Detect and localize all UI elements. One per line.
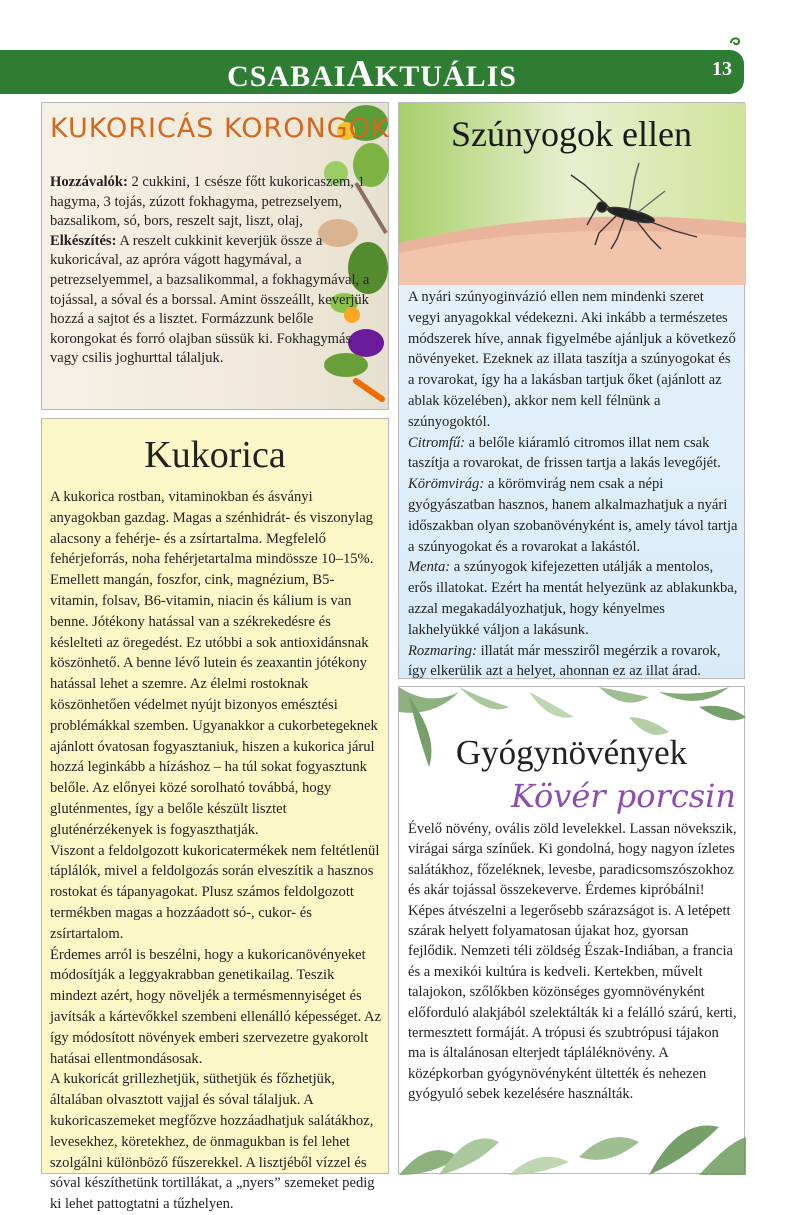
mosquito-body xyxy=(408,287,738,703)
ingredients-label: Hozzávalók: xyxy=(50,174,128,190)
method-text: A reszelt cukkinit keverjük össze a kukoricával, az apróra vágott hagymával, a petrezselyemmel, a bazsalikommal, a fokhagymával, a tojással, a sóval és a borssal. Amint összeállt, keverjük hozzá a sajtot és a lisztet. Formázzunk belőle korongokat és forró olajban süssük ki. Fokhagymás vagy csilis joghurttal tálaljuk. xyxy=(50,232,370,367)
plant-item: Citromfű: a belőle kiáramló citromos illat nem csak taszítja a rovarokat, de frissen tartja a lakás levegőjét. xyxy=(408,434,721,472)
herb-subtitle: Kövér porcsin xyxy=(510,777,736,815)
publication-title: CSABAIAKTUÁLIS xyxy=(227,53,517,95)
mosquito-article xyxy=(398,102,745,679)
recipe-body xyxy=(50,173,380,369)
page-header xyxy=(0,50,744,94)
plant-item: Rozmaring: illatát már messziről megérzik a rovarok, így elkerülik azt a helyet, ahonnan ez az illat árad. xyxy=(408,642,721,680)
corn-body xyxy=(50,487,382,1215)
ingredients-text: 2 cukkini, 1 csésze főtt kukoricaszem, 1 hagyma, 3 tojás, zúzott fokhagyma, petrezselyem, bazsalikom, só, bors, reszelt sajt, liszt, olaj, xyxy=(50,174,365,230)
corn-article xyxy=(41,418,389,1213)
mosquito-intro: A nyári szúnyoginvázió ellen nem mindenki szeret vegyi anyagokkal védekezni. Aki inkább a természetes módszerek híve, annak figyelmébe ajánljuk a következő növényeket. Ezeknek az illata taszítja a szúnyogokat és a rovarokat, így ha a lakásban tartjuk őket (ajánlott az ablak közelében), akkor nem kell félnünk a szúnyogoktól. xyxy=(408,289,736,430)
plant-item: Körömvirág: a körömvirág nem csak a népi gyógyászatban hasznos, hanem alkalmazhatjuk a nyári időszakban olyan szobanövényként is, amely távol tartja a szúnyogokat és a rovarokat a lakástól. xyxy=(408,476,738,555)
corn-paragraph: A kukoricát grillezhetjük, süthetjük és főzhetjük, általában olvasztott vajjal és sóval tálaljuk. A kukoricaszemeket megfőzve hozzáadhatjuk salátákhoz, levesekhez, köretekhez, de önmagukban is fel lehet szolgálni különböző fűszerekkel. A lisztjéből vízzel és sóval készíthetünk tortillákat, a „nyers” szemeket pedig ki lehet pattogtatni a tűzhelyen. xyxy=(50,1071,375,1213)
page-number: 13 xyxy=(712,58,732,80)
recipe-box xyxy=(41,102,389,410)
plant-item: Menta: a szúnyogok kifejezetten utálják a mentolos, erős illatokat. Ezért ha mentát helyezünk az ablakunkba, azzal megakadályozhatjuk, hogy kényelmes lakhelyükké váljon a lakásunk. xyxy=(408,559,738,638)
herb-article xyxy=(398,686,745,1174)
recipe-title: KUKORICÁS KORONGOK xyxy=(50,113,390,144)
herb-title: Gyógynövények xyxy=(455,733,688,772)
corn-paragraph: A kukorica rostban, vitaminokban és ásványi anyagokban gazdag. Magas a szénhidrát- és viszonylag alacsony a fehérje- és a zsírtartalma. Megfelelő fehérjeforrás, noha fehérjetartalma mindössze 10–15%. Emellett mangán, foszfor, cink, magnézium, B5-vitamin, folsav, B6-vitamin, niacin és kálium is van benne. Jótékony hatással van a székrekedésre és késlelteti az öregedést. Ez utóbbi a sok antioxidánsnak köszönhető. A benne lévő lutein és zeaxantin jótékony hatással lehet a szemre. Az élelmi rostoknak köszönhetően védelmet nyújt bizonyos emésztési problémákkal szemben. Ugyanakkor a cukorbetegeknek ajánlott óvatosan fogyasztaniuk, hiszen a kukorica járul hozzá leginkább a hízáshoz – ha túl sokat fogyasztunk belőle. Az előnyei közé sorolható továbbá, hogy gluténmentes, így a belőle készült lisztet gluténérzékenyek is fogyaszthatják. xyxy=(50,489,378,838)
corn-paragraph: Viszont a feldolgozott kukoricatermékek nem feltétlenül táplálók, mivel a feldolgozás során elveszítik a hasznos rostokat és tápanyagokat. Plusz számos feldolgozott termékben magas a hozzáadott só-, cukor- és zsírtartalom. xyxy=(50,842,380,942)
corn-paragraph: Érdemes arról is beszélni, hogy a kukoricanövényeket módosítják a leggyakrabban genetikailag. Teszik mindezt azért, hogy növeljék a termésmennyiséget és javítsák a kártevőkkel szembeni ellenálló képességet. Az így módosított növények emberi szervezetre gyakorolt hatásai ellentmondásosak. xyxy=(50,946,382,1067)
mosquito-title: Szúnyogok ellen xyxy=(451,114,692,154)
method-label: Elkészítés: xyxy=(50,232,117,249)
corn-title: Kukorica xyxy=(144,434,286,476)
swirl-icon xyxy=(728,34,742,48)
herb-body: Évelő növény, ovális zöld levelekkel. Lassan növekszik, virágai sárga színűek. Ki gondolná, hogy nagyon ízletes salátákhoz, főzeléknek, levesbe, paradicsomszószokhoz és akár tojással összekeverve. Érdemes kipróbálni! Képes átvészelni a legerősebb szárazságot is. A letépett szárak helyett folyamatosan újakat hoz, gyorsan fejlődik. Nemzeti téli zöldség Észak-Indiában, a francia és a mexikói kultúra is kedveli. Kertekben, művelt talajokon, szőlőkben közönséges gyomnövényként előforduló alakjából szelektálták ki a felálló szárú, kerti, termesztett formáját. A trópusi és szubtrópusi tájakon ma is általánosan elterjedt tápláléknövény. A középkorban gyógynövényként ültették és nehezen gyógyuló sebek kezelésére használták. xyxy=(408,821,737,1103)
